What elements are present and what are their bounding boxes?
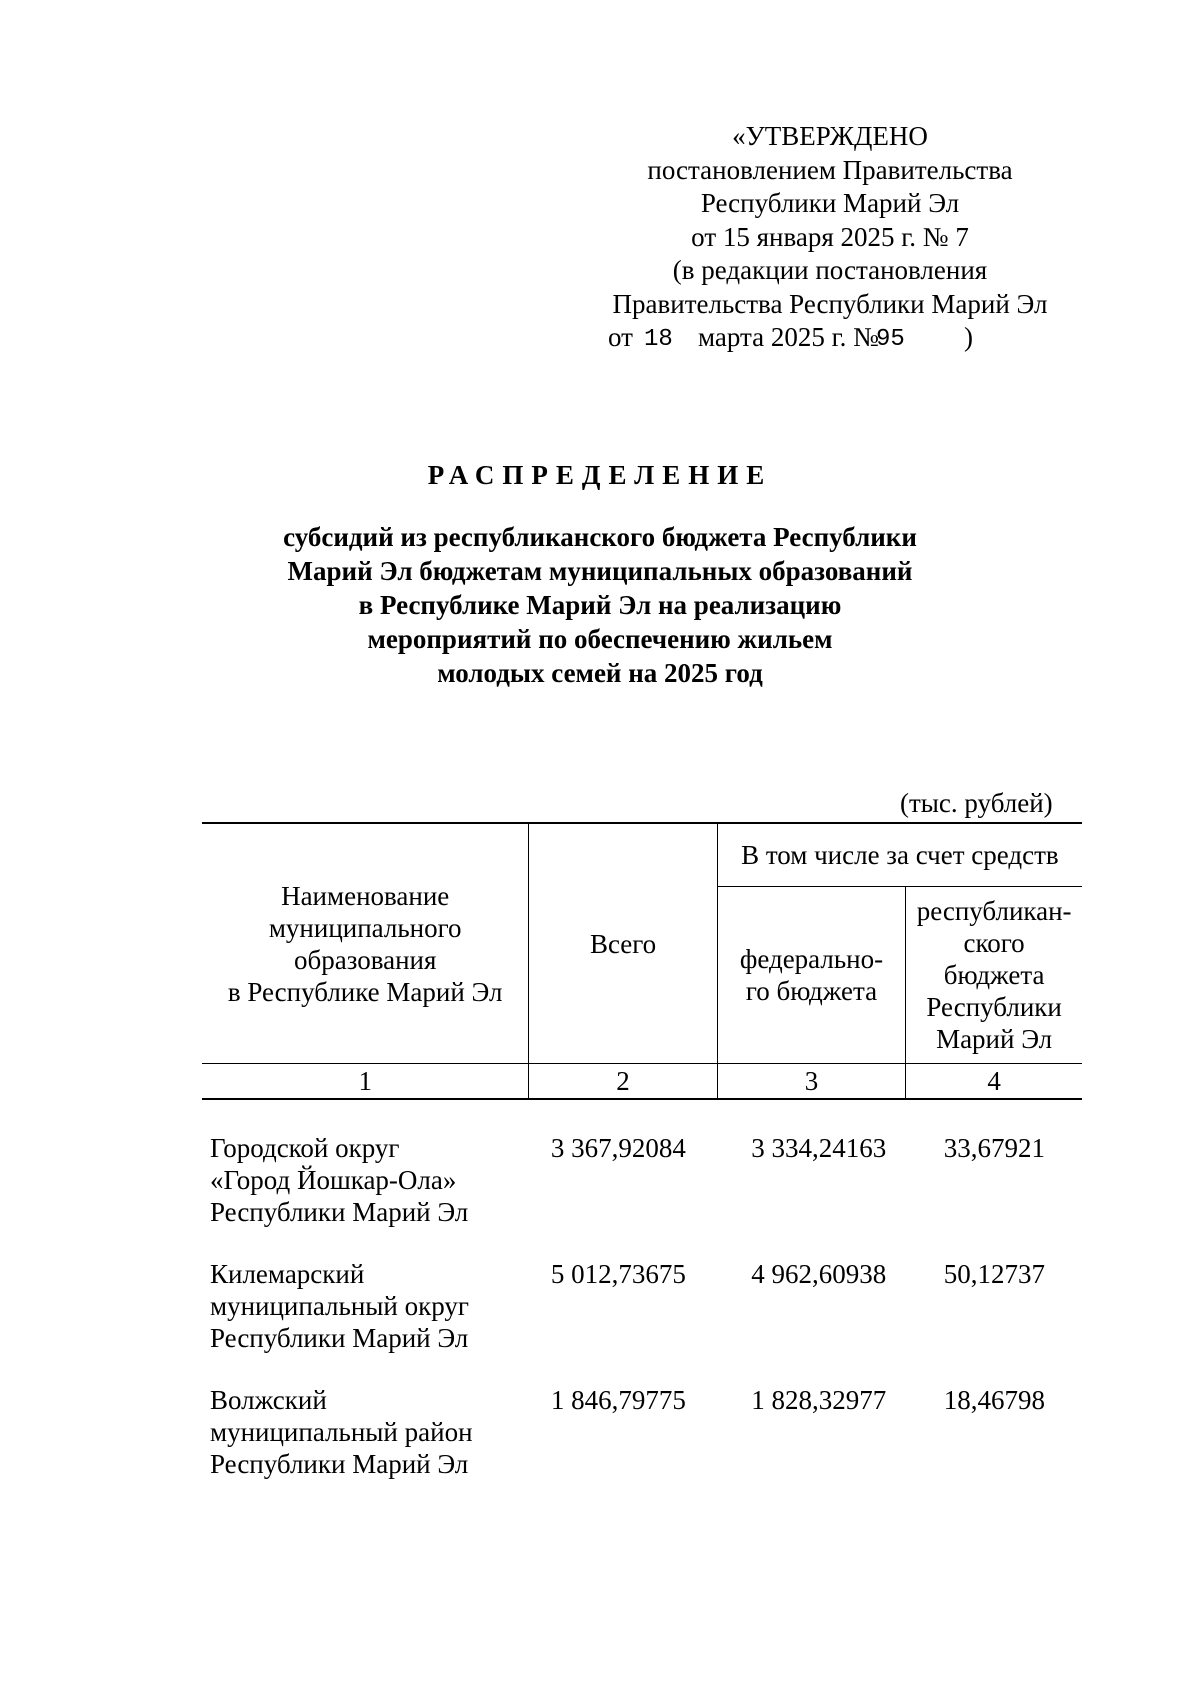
approval-line: постановлением Правительства	[647, 154, 1013, 185]
date-close: )	[964, 322, 973, 352]
republic-value: 50,12737	[943, 1259, 1045, 1289]
republic-value: 33,67921	[943, 1133, 1045, 1163]
table-row	[202, 1132, 1082, 1228]
column-number: 4	[906, 1064, 1082, 1100]
municipality-name: Килемарский муниципальный округ Республики Марий Эл	[210, 1259, 469, 1353]
column-number: 3	[717, 1064, 906, 1100]
subtitle-line: в Республике Марий Эл на реализацию	[358, 590, 842, 620]
document-title: РАСПРЕДЕЛЕНИЕ	[427, 460, 773, 490]
subtitle-line: Марий Эл бюджетам муниципальных образований	[287, 556, 913, 586]
header-total: Всего	[529, 823, 717, 1064]
federal-value: 3 334,24163	[751, 1133, 887, 1163]
total-value: 5 012,73675	[550, 1259, 686, 1289]
total-value: 1 846,79775	[550, 1385, 686, 1415]
republic-value: 18,46798	[943, 1385, 1045, 1415]
subtitle-line: мероприятий по обеспечению жильем	[367, 624, 833, 654]
column-number: 1	[202, 1064, 529, 1100]
amendment-date-line	[580, 321, 1080, 355]
header-name: Наименование муниципального образования в Республике Марий Эл	[202, 823, 529, 1064]
date-middle: марта 2025 г. №	[698, 322, 879, 352]
subtitle-line: субсидий из республиканского бюджета Республики	[283, 522, 917, 552]
document-subtitle	[200, 520, 1000, 690]
column-numbers-row	[202, 1064, 1082, 1100]
total-value: 3 367,92084	[550, 1133, 686, 1163]
table-row	[202, 1258, 1082, 1354]
approval-line: Республики Марий Эл	[700, 188, 960, 218]
federal-value: 1 828,32977	[751, 1385, 887, 1415]
federal-value: 4 962,60938	[751, 1259, 887, 1289]
approval-line: Правительства Республики Марий Эл	[612, 288, 1048, 319]
municipality-name: Городской округ «Город Йошкар-Ола» Республики Марий Эл	[210, 1133, 469, 1227]
date-day: 18	[644, 326, 673, 353]
approval-line: от 15 января 2025 г. № 7	[691, 221, 969, 252]
table-row	[202, 1384, 1082, 1480]
header-funding-group: В том числе за счет средств	[717, 823, 1082, 887]
approval-line: (в редакции постановления	[672, 255, 988, 285]
subsidy-table	[202, 822, 1082, 1480]
header-federal: федерально- го бюджета	[717, 887, 906, 1064]
header-republic: республикан- ского бюджета Республики Марий Эл	[906, 887, 1082, 1064]
approval-line: «УТВЕРЖДЕНО	[732, 121, 928, 151]
municipality-name: Волжский муниципальный район Республики Марий Эл	[210, 1385, 473, 1479]
date-prefix: от	[608, 322, 633, 352]
subtitle-line: молодых семей на 2025 год	[437, 658, 763, 688]
approval-stamp	[580, 120, 1080, 355]
date-number: 95	[876, 326, 905, 353]
column-number: 2	[529, 1064, 717, 1100]
units-label: (тыс. рублей)	[900, 788, 1053, 818]
